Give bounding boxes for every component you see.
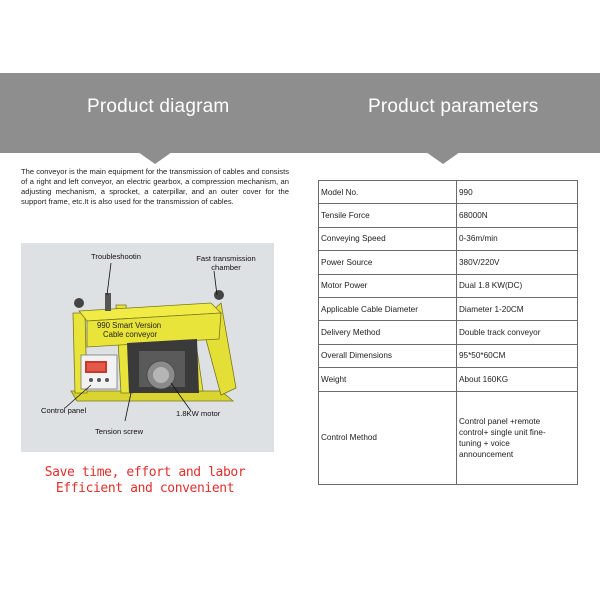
- product-diagram-title: Product diagram: [87, 96, 230, 117]
- table-row: [319, 181, 578, 204]
- slogan-line2: Efficient and convenient: [55, 481, 235, 496]
- param-value-line: Control panel +remote: [459, 416, 541, 426]
- param-key: Motor Power: [319, 274, 457, 297]
- param-value: Dual 1.8 KW(DC): [457, 274, 578, 297]
- table-row: [319, 391, 578, 484]
- conveyor-machine-illustration: [21, 243, 274, 452]
- param-key: Model No.: [319, 181, 457, 204]
- machine-label-line2: Cable conveyor: [103, 330, 158, 339]
- param-value: 380V/220V: [457, 251, 578, 274]
- param-key: Control Method: [319, 391, 457, 484]
- table-row: [319, 321, 578, 344]
- param-value: 0-36m/min: [457, 227, 578, 250]
- param-key: Tensile Force: [319, 204, 457, 227]
- callout-fast-transmission-line1: Fast transmission: [196, 254, 256, 263]
- banner-notch-left: [138, 152, 172, 164]
- callout-fast-transmission-line2: chamber: [211, 263, 241, 272]
- param-key: Overall Dimensions: [319, 344, 457, 367]
- param-value-line: tuning + voice: [459, 438, 510, 448]
- callout-motor: 1.8KW motor: [176, 409, 221, 418]
- param-value: [457, 391, 578, 484]
- param-value: Double track conveyor: [457, 321, 578, 344]
- param-value-line: control+ single unit fine-: [459, 427, 546, 437]
- callout-troubleshooting: Troubleshootin: [91, 252, 141, 261]
- param-value: 68000N: [457, 204, 578, 227]
- product-parameters-title: Product parameters: [368, 96, 539, 117]
- param-value: 990: [457, 181, 578, 204]
- param-key: Weight: [319, 368, 457, 391]
- product-description: The conveyor is the main equipment for the transmission of cables and consists of a right and left conveyor, an electric gearbox, a compression mechanism, an adjusting mechanism, a sprocket, a caterpillar, and an outer cover for the support frame, etc.It is also used for the transmission of cables.: [21, 167, 289, 206]
- table-row: [319, 274, 578, 297]
- table-row: [319, 204, 578, 227]
- callout-fast-transmission: [186, 254, 266, 272]
- table-row: [319, 368, 578, 391]
- machine-label-line1: 990 Smart Version: [97, 321, 162, 330]
- slogan-line1: Save time, effort and labor: [44, 465, 246, 480]
- product-diagram-image: [21, 243, 274, 452]
- param-key: Conveying Speed: [319, 227, 457, 250]
- param-value-line: announcement: [459, 449, 514, 459]
- param-key: Applicable Cable Diameter: [319, 297, 457, 320]
- banner-notch-right: [426, 152, 460, 164]
- param-value: 95*50*60CM: [457, 344, 578, 367]
- table-row: [319, 227, 578, 250]
- param-key: Delivery Method: [319, 321, 457, 344]
- table-row: [319, 297, 578, 320]
- callout-tension-screw: Tension screw: [95, 427, 144, 436]
- table-row: [319, 344, 578, 367]
- product-parameters-table: [318, 180, 578, 485]
- table-row: [319, 251, 578, 274]
- param-value: About 160KG: [457, 368, 578, 391]
- param-key: Power Source: [319, 251, 457, 274]
- callout-control-panel: Control panel: [41, 406, 87, 415]
- param-value: Diameter 1-20CM: [457, 297, 578, 320]
